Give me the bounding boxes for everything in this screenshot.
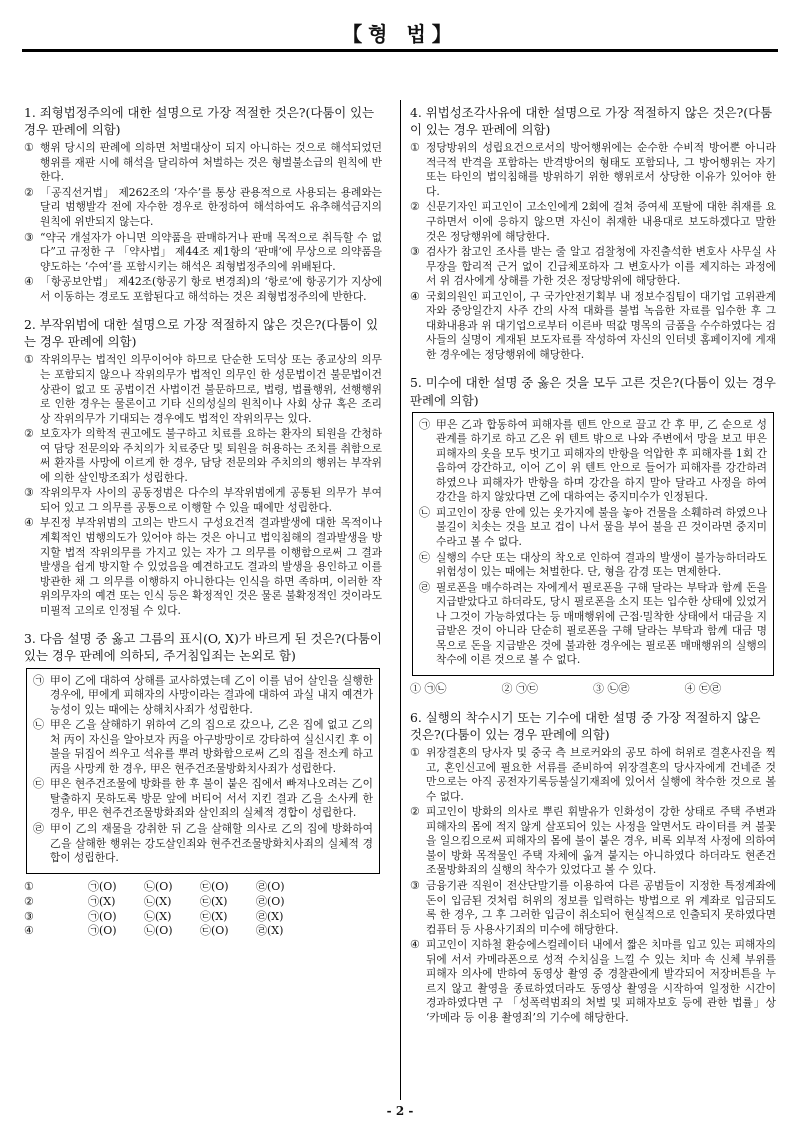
statement-text: 甲은 현주건조물에 방화를 한 후 불이 붙은 집에서 빠져나오려는 乙이 탈출하지 못하도록 방문 앞에 버티어 서서 지킨 결과 乙을 소사케 한 경우, 甲은 현주건조물방화죄와 살인죄의 실체적 경합이 성립한다. — [50, 777, 373, 820]
answer-mark: ③ — [24, 909, 34, 923]
page-title: 【형 법】 — [342, 22, 458, 46]
option-mark: ① — [410, 141, 420, 155]
answer-mark: ② — [24, 894, 34, 908]
answer-choices — [410, 682, 776, 697]
statement — [33, 822, 373, 866]
option-text: 검사가 참고인 조사를 받는 줄 알고 검찰청에 자진출석한 변호사 사무실 사무장을 합리적 근거 없이 긴급체포하자 그 변호사가 이를 제지하는 과정에서 위 검사에게 상해를 가한 것은 정당방위에 해당한다. — [426, 245, 776, 288]
statement-mark: ㉢ — [419, 550, 430, 564]
statement-box — [26, 668, 380, 874]
option-text: 금융기관 직원이 전산단말기를 이용하여 다른 공범들이 지정한 특정계좌에 돈이 입금된 것처럼 허위의 정보를 입력하는 방법으로 위 계좌로 입금되도록 한 경우, 그 후 그러한 입금이 취소되어 현실적으로 인출되지 못하였다면 컴퓨터 등 사용사기죄의 미수에 해당한다. — [426, 879, 776, 936]
option-text: 작위의무는 법적인 의무이어야 하므로 단순한 도덕상 또는 종교상의 의무는 포함되지 않으나 작위의무가 법적인 의무인 한 성문법이건 불문법이건 상관이 없고 또 공법이건 사법이건 불문하므로, 법령, 법률행위, 선행행위로 인한 경우는 물론이고 기타 신의성실의 원칙이나 사회 상규 혹은 조리상 작위의무가 기대되는 경우에도 법적인 작위의무는 있다. — [40, 353, 382, 425]
statement — [33, 777, 373, 821]
answer-cell: ㉢(O) — [200, 924, 229, 938]
answer-mark: ④ — [24, 924, 34, 938]
answer-table — [24, 880, 382, 940]
answer-row — [24, 924, 382, 939]
option-mark: ③ — [410, 245, 420, 259]
option-text: 작위의무자 사이의 공동정범은 다수의 부작위범에게 공통된 의무가 부여되어 있고 그 의무를 공통으로 이행할 수 있을 때에만 성립한다. — [40, 486, 382, 514]
option-mark: ④ — [24, 275, 34, 289]
statement — [419, 581, 767, 668]
question-6 — [410, 709, 776, 1026]
option-mark: ③ — [24, 486, 34, 500]
question-stem: 5. 미수에 대한 설명 중 옳은 것을 모두 고른 것은?(다툼이 있는 경우 판례에 의함) — [410, 375, 776, 408]
answer-cell: ㉡(O) — [144, 924, 173, 938]
statement-text: 甲은 乙을 살해하기 위하여 乙의 집으로 갔으나, 乙은 집에 없고 乙의 처 丙이 자신을 알아보자 丙을 아구방망이로 강타하여 실신시킨 후 이불을 뒤집어 씌우고 석유를 뿌려 방화함으로써 乙의 집을 전소케 하고 丙을 사망케 한 경우, 甲은 현주건조물방화치사죄가 성립한다. — [50, 718, 373, 775]
question-stem: 1. 죄형법정주의에 대한 설명으로 가장 적절한 것은?(다툼이 있는 경우 판례에 의함) — [24, 105, 375, 138]
statement-text: 피고인이 장롱 안에 있는 옷가지에 불을 놓아 건물을 소훼하려 하였으나 불길이 치솟는 것을 보고 겁이 나서 물을 부어 불을 끈 것이라면 중지미수라고 볼 수 없다. — [436, 505, 767, 549]
statement-mark: ㉢ — [33, 777, 44, 791]
right-column — [410, 104, 776, 1038]
statement-text: 실행의 수단 또는 대상의 착오로 인하여 결과의 발생이 불가능하더라도 위험성이 있는 때에는 처벌한다. 단, 형을 감경 또는 면제한다. — [436, 550, 767, 579]
option-mark: ④ — [24, 516, 34, 530]
statement — [33, 718, 373, 776]
question-stem: 3. 다음 설명 중 옳고 그름의 표시(O, X)가 바르게 된 것은?(다툼이 있는 경우 판례에 의하되, 주거침입죄는 논외로 함) — [24, 631, 382, 664]
option-mark: ② — [410, 805, 420, 819]
answer-cell: ㉣(O) — [256, 894, 285, 908]
question-2 — [24, 316, 382, 618]
answer-choice: ④ ㉢㉣ — [684, 681, 721, 695]
option — [24, 427, 382, 485]
statement-mark: ㉠ — [33, 673, 44, 687]
statement-mark: ㉠ — [419, 417, 430, 431]
option — [410, 290, 776, 363]
question-stem: 2. 부작위범에 대한 설명으로 가장 적절하지 않은 것은?(다툼이 있는 경우 판례에 의함) — [24, 317, 379, 350]
statement-mark: ㉡ — [419, 505, 430, 519]
question-stem: 4. 위법성조각사유에 대한 설명으로 가장 적절하지 않은 것은?(다툼이 있는 경우 판례에 의함) — [410, 105, 773, 138]
option — [410, 200, 776, 244]
answer-choice: ② ㉠㉢ — [501, 681, 538, 695]
option-text: 「항공보안법」 제42조(항공기 항로 변경죄)의 ‘항로’에 항공기가 지상에서 이동하는 경로도 포함된다고 해석하는 것은 죄형법정주의에 반한다. — [40, 275, 382, 303]
statement-mark: ㉡ — [33, 718, 44, 732]
statement-mark: ㉣ — [33, 821, 44, 835]
option-mark: ① — [410, 746, 420, 760]
option — [24, 353, 382, 426]
option — [24, 516, 382, 618]
statement-mark: ㉣ — [419, 580, 430, 594]
answer-choice: ① ㉠㉡ — [410, 681, 447, 695]
option — [24, 231, 382, 275]
question-5 — [410, 374, 776, 696]
option — [410, 938, 776, 1025]
option-mark: ② — [410, 200, 420, 214]
answer-row — [24, 880, 382, 895]
answer-row — [24, 910, 382, 925]
question-3 — [24, 630, 382, 939]
statement — [419, 418, 767, 505]
statement — [419, 551, 767, 580]
option — [24, 275, 382, 304]
statement-text: 필로폰을 매수하려는 자에게서 필로폰을 구해 달라는 부탁과 함께 돈을 지급받았다고 하더라도, 당시 필로폰을 소지 또는 입수한 상태에 있었거나 그것이 가능하였다는 등 매매행위에 근접·밀착한 상태에서 대금을 지급받은 것이 아니라 단순히 필로폰을 구해 달라는 부탁과 함께 대금 명목으로 돈을 지급받은 것에 불과한 경우에는 필로폰 매매행위의 실행의 착수에 이른 것으로 볼 수 없다. — [436, 580, 767, 667]
answer-cell: ㉠(O) — [88, 909, 117, 923]
option-text: 신문기자인 피고인이 고소인에게 2회에 걸쳐 증여세 포탈에 대한 취재를 요구하면서 이에 응하지 않으면 자신이 취재한 내용대로 보도하겠다고 말한 것은 정당행위에 해당한다. — [426, 200, 776, 243]
statement-box — [412, 412, 774, 676]
statement-text: 甲은 乙과 합동하여 피해자를 텐트 안으로 끌고 간 후 甲, 乙 순으로 성관계를 하기로 하고 乙은 위 텐트 밖으로 나와 주변에서 망을 보고 甲은 피해자의 옷을 모두 벗기고 피해자의 반항을 억압한 후 피해자를 1회 간음하여 강간하고, 이어 乙이 위 텐트 안으로 들어가 피해자를 강간하려 하였으나 피해자가 반항을 하며 강간을 하지 말아 달라고 사정을 하여 강간을 하지 않았다면 乙에 대하여는 중지미수가 인정된다. — [436, 417, 767, 504]
statement — [419, 506, 767, 550]
option-mark: ③ — [24, 230, 34, 244]
statement-text: 甲이 乙에 대하여 상해를 교사하였는데 乙이 이를 넘어 살인을 실행한 경우에, 甲에게 피해자의 사망이라는 결과에 대하여 과실 내지 예견가능성이 있는 때에는 상해치사죄가 성립한다. — [50, 673, 373, 716]
option-mark: ① — [24, 141, 34, 155]
answer-row — [24, 895, 382, 910]
option-text: 위장결혼의 당사자 및 중국 측 브로커와의 공모 하에 허위로 결혼사진을 찍고, 혼인신고에 필요한 서류를 준비하여 위장결혼의 당사자에게 건네준 것만으로는 아직 공전자기록등불실기재죄에 있어서 실행에 착수한 것으로 볼 수 없다. — [426, 746, 776, 803]
option — [24, 186, 382, 230]
question-4 — [410, 104, 776, 362]
option-text: 행위 당시의 판례에 의하면 처벌대상이 되지 아니하는 것으로 해석되었던 행위를 재판 시에 해석을 달리하여 처벌하는 것은 형벌불소급의 원칙에 반한다. — [40, 141, 382, 184]
statement — [33, 674, 373, 718]
option-mark: ② — [24, 185, 34, 199]
title-rule — [22, 49, 778, 52]
column-divider — [400, 100, 401, 1100]
answer-choice: ③ ㉡㉣ — [593, 681, 630, 695]
answer-cell: ㉣(X) — [256, 909, 284, 923]
answer-cell: ㉢(O) — [200, 879, 229, 893]
option — [24, 141, 382, 185]
answer-cell: ㉡(X) — [144, 909, 172, 923]
option-text: 부진정 부작위범의 고의는 반드시 구성요건적 결과발생에 대한 목적이나 계획적인 범행의도가 있어야 하는 것은 아니고 법익침해의 결과발생을 방지할 법적 작위의무를 가지고 있는 자가 그 의무를 이행함으로써 그 결과발생을 쉽게 방지할 수 있었음을 예견하고도 결과의 발생을 용인하고 이를 방관한 채 그 의무를 이행하지 아니한다는 인식을 하면 족하며, 이러한 작위의무자의 예견 또는 인식 등은 확정적인 것은 물론 불확정적인 것이라도 미필적 고의로 인정될 수 있다. — [40, 516, 382, 617]
option-text: 피고인이 지하철 환승에스컬레이터 내에서 짧은 치마를 입고 있는 피해자의 뒤에 서서 카메라폰으로 성적 수치심을 느낄 수 있는 치마 속 신체 부위를 피해자 의사에 반하여 동영상 촬영 중 경찰관에게 발각되어 저장버튼을 누르지 않고 촬영을 종료하였더라도 동영상 촬영을 시작하여 일정한 시간이 경과하였다면 구 「성폭력범죄의 처벌 및 피해자보호 등에 관한 법률」상 ‘카메라 등 이용 촬영죄’의 기수에 해당한다. — [426, 938, 776, 1024]
answer-cell: ㉢(X) — [200, 894, 228, 908]
option — [410, 746, 776, 804]
option-mark: ④ — [410, 938, 420, 952]
answer-mark: ① — [24, 879, 34, 893]
answer-cell: ㉠(O) — [88, 879, 117, 893]
page-number: - 2 - — [386, 1104, 414, 1118]
option-text: 「공직선거법」 제262조의 ‘자수’를 통상 관용적으로 사용되는 용례와는 달리 범행발각 전에 자수한 경우로 한정하여 해석하여도 유추해석금지의 원칙에 위반되지 않는다. — [40, 185, 382, 228]
option — [410, 245, 776, 289]
option-text: 보호자가 의학적 권고에도 불구하고 치료를 요하는 환자의 퇴원을 간청하여 담당 전문의와 주치의가 치료중단 및 퇴원을 허용하는 조치를 취함으로써 환자를 사망에 이르게 한 경우, 담당 전문의와 주치의의 행위는 부작위에 의한 살인방조죄가 성립한다. — [40, 427, 382, 484]
answer-cell: ㉢(X) — [200, 909, 228, 923]
statement-text: 甲이 乙의 재물을 강취한 뒤 乙을 살해할 의사로 乙의 집에 방화하여 乙을 살해한 행위는 강도살인죄와 현주건조물방화치사죄의 실체적 경합이 성립한다. — [50, 821, 373, 865]
option-mark: ④ — [410, 289, 420, 303]
answer-cell: ㉠(X) — [88, 894, 116, 908]
option-text: 피고인이 방화의 의사로 뿌린 휘발유가 인화성이 강한 상태로 주택 주변과 피해자의 몸에 적지 않게 살포되어 있는 사정을 알면서도 라이터를 켜 불꽃을 일으킴으로써 피해자의 몸에 불이 붙은 경우, 비록 외부적 사정에 의하여 불이 방화 목적물인 주택 자체에 옮겨 붙지는 아니하였다 하더라도 현존건조물방화죄의 실행의 착수가 있었다고 볼 수 있다. — [426, 805, 776, 877]
option-mark: ③ — [410, 879, 420, 893]
question-stem: 6. 실행의 착수시기 또는 기수에 대한 설명 중 가장 적절하지 않은 것은?(다툼이 있는 경우 판례에 의함) — [410, 709, 761, 742]
option — [410, 141, 776, 199]
question-1 — [24, 104, 382, 304]
option — [410, 879, 776, 937]
answer-cell: ㉡(O) — [144, 879, 173, 893]
answer-cell: ㉣(X) — [256, 924, 284, 938]
option — [24, 486, 382, 515]
option — [410, 805, 776, 878]
left-column — [24, 104, 382, 951]
option-mark: ① — [24, 353, 34, 367]
answer-cell: ㉡(X) — [144, 894, 172, 908]
option-text: “약국 개설자가 아니면 의약품을 판매하거나 판매 목적으로 취득할 수 없다”고 규정한 구 「약사법」 제44조 제1항의 ‘판매’에 무상으로 의약품을 양도하는 ‘수여’를 포함시키는 해석은 죄형법정주의에 위배된다. — [40, 230, 382, 273]
answer-cell: ㉣(O) — [256, 879, 285, 893]
option-text: 국회의원인 피고인이, 구 국가안전기획부 내 정보수집팀이 대기업 고위관계자와 중앙일간지 사주 간의 사적 대화를 불법 녹음한 자료를 입수한 후 그 대화내용과 위 대기업으로부터 이른바 떡값 명목의 금품을 수수하였다는 검사들의 실명이 게재된 보도자료를 작성하여 자신의 인터넷 홈페이지에 게재한 경우에는 정당행위에 해당한다. — [426, 289, 776, 361]
option-text: 정당방위의 성립요건으로서의 방어행위에는 순수한 수비적 방어뿐 아니라 적극적 반격을 포함하는 반격방어의 형태도 포함되나, 그 방어행위는 자기 또는 타인의 법익침해를 방위하기 위한 행위로서 상당한 이유가 있어야 한다. — [426, 141, 776, 198]
answer-cell: ㉠(O) — [88, 924, 117, 938]
option-mark: ② — [24, 427, 34, 441]
